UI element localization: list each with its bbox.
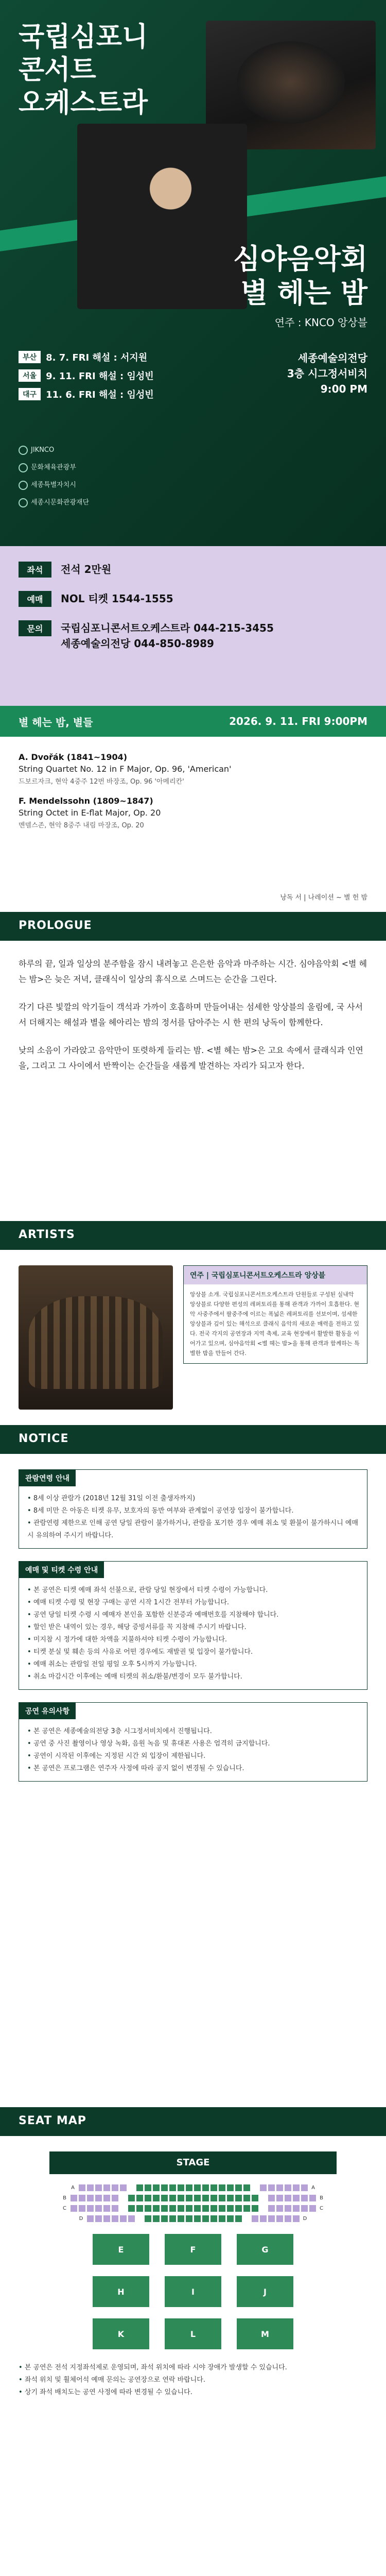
seat[interactable] bbox=[95, 2184, 102, 2191]
info-value: NOL 티켓 1544-1555 bbox=[61, 592, 173, 605]
seat-gap bbox=[260, 2195, 267, 2201]
seat[interactable] bbox=[112, 2184, 118, 2191]
seat[interactable] bbox=[243, 2184, 250, 2191]
seat[interactable] bbox=[301, 2205, 308, 2212]
notice-item: • 할인 받은 내역이 있는 경우, 해당 증빙서류를 꼭 지참해 주시기 바랍니다. bbox=[27, 1621, 359, 1634]
seat[interactable] bbox=[169, 2215, 176, 2222]
notice-box-title: 예매 및 티켓 수령 안내 bbox=[19, 1562, 104, 1578]
notice-item: • 취소 마감시간 이후에는 예매 티켓의 취소/환불/변경이 모두 불가합니다. bbox=[27, 1671, 359, 1683]
sponsor-logo bbox=[19, 496, 89, 510]
seat[interactable] bbox=[285, 2205, 291, 2212]
seat[interactable] bbox=[178, 2215, 184, 2222]
piece-title-kr: 드보르자크, 현악 4중주 12번 바장조, Op. 96 '아메리칸' bbox=[19, 778, 184, 786]
info-row-seat bbox=[19, 562, 367, 578]
seat[interactable] bbox=[293, 2184, 300, 2191]
seat[interactable] bbox=[79, 2205, 85, 2212]
seat[interactable] bbox=[202, 2195, 209, 2201]
seat[interactable] bbox=[227, 2215, 234, 2222]
info-row-contact bbox=[19, 620, 367, 651]
seat[interactable] bbox=[71, 2205, 77, 2212]
section-header-artists: ARTISTS bbox=[0, 1221, 386, 1250]
hero-performer: 연주 : KNCO 앙상블 bbox=[274, 316, 367, 329]
seat[interactable] bbox=[87, 2205, 94, 2212]
hero-subtitle-line: 심야음악회 bbox=[233, 243, 367, 275]
seat[interactable] bbox=[293, 2215, 300, 2222]
city-tag: 서울 bbox=[19, 369, 41, 382]
seat-row bbox=[19, 2184, 367, 2192]
seat[interactable] bbox=[153, 2184, 160, 2191]
seat-gap bbox=[128, 2184, 135, 2191]
seat-row-label: D bbox=[303, 2216, 307, 2222]
notice-list bbox=[19, 1578, 367, 1689]
hero-banner bbox=[0, 0, 386, 546]
seat[interactable] bbox=[301, 2195, 308, 2201]
stage: STAGE bbox=[49, 2151, 337, 2174]
seat[interactable] bbox=[145, 2184, 151, 2191]
hero-photo-conductor bbox=[77, 124, 247, 309]
notice-item: • 공연 중 사진 촬영이나 영상 녹화, 음원 녹음 및 휴대폰 사용은 엄격히 금지합니다. bbox=[27, 1738, 359, 1750]
seat[interactable] bbox=[145, 2215, 151, 2222]
hero-title-line: 국립심포니 bbox=[19, 22, 148, 53]
seat[interactable] bbox=[285, 2184, 291, 2191]
seat[interactable] bbox=[243, 2195, 250, 2201]
contact-line: 국립심포니콘서트오케스트라 044-215-3455 bbox=[61, 622, 274, 634]
seat[interactable] bbox=[161, 2205, 168, 2212]
seat[interactable] bbox=[202, 2205, 209, 2212]
sponsor-name: JIKNCO bbox=[31, 446, 55, 454]
hero-dates bbox=[19, 350, 154, 406]
notice-item: • 본 공연은 프로그램은 연주자 사정에 따라 공지 없이 변경될 수 있습니다. bbox=[27, 1762, 359, 1775]
info-label: 좌석 bbox=[19, 562, 51, 578]
prologue-text bbox=[0, 941, 386, 1101]
notice-list bbox=[19, 1486, 367, 1548]
section-header-notice: NOTICE bbox=[0, 1425, 386, 1454]
notice-list bbox=[19, 1719, 367, 1781]
seat-gap bbox=[120, 2195, 127, 2201]
artist-card bbox=[183, 1265, 367, 1364]
seat[interactable] bbox=[309, 2195, 316, 2201]
seat[interactable] bbox=[169, 2184, 176, 2191]
seat-note: • 좌석 위치 및 휠체어석 예매 문의는 공연장으로 연락 바랍니다. bbox=[19, 2374, 367, 2386]
notice-item: • 관람연령 제한으로 인해 공연 당일 관람이 불가하거나, 관람을 포기한 경우 예매 취소 및 환불이 불가하시니 예매 시 유의하여 주시기 바랍니다. bbox=[27, 1517, 359, 1542]
notice-item: • 본 공연은 티켓 예매 좌석 선불으로, 관람 당일 현장에서 티켓 수령이 가능합니다. bbox=[27, 1584, 359, 1597]
seat[interactable] bbox=[178, 2184, 184, 2191]
seat-note: • 상기 좌석 배치도는 공연 사정에 따라 변경될 수 있습니다. bbox=[19, 2386, 367, 2399]
seat-block[interactable]: J bbox=[237, 2276, 293, 2307]
seat[interactable] bbox=[103, 2184, 110, 2191]
seat[interactable] bbox=[252, 2215, 258, 2222]
seat[interactable] bbox=[186, 2184, 192, 2191]
seat[interactable] bbox=[260, 2215, 267, 2222]
seat[interactable] bbox=[210, 2215, 217, 2222]
seat[interactable] bbox=[128, 2215, 135, 2222]
seat[interactable] bbox=[161, 2195, 168, 2201]
prologue-paragraph: 각기 다른 빛깔의 악기들이 객석과 가까이 호흡하며 만들어내는 섬세한 앙상블의 울림에, 국 사서서 더해지는 해설과 별을 헤아리는 밤의 정서를 담아주는 시 한 편의 낭독이 함께한다. bbox=[19, 1002, 363, 1027]
notice-box-age bbox=[19, 1469, 367, 1549]
seat-gap bbox=[120, 2205, 127, 2212]
seat-block[interactable]: F bbox=[165, 2234, 221, 2265]
seat-rows bbox=[19, 2184, 367, 2223]
ensemble-photo bbox=[19, 1265, 173, 1410]
seat[interactable] bbox=[145, 2195, 151, 2201]
seat[interactable] bbox=[202, 2184, 209, 2191]
seat[interactable] bbox=[120, 2215, 127, 2222]
seat[interactable] bbox=[169, 2195, 176, 2201]
seat[interactable] bbox=[268, 2195, 275, 2201]
piece-title-kr: 멘델스존, 현악 8중주 내림 마장조, Op. 20 bbox=[19, 822, 144, 829]
seat[interactable] bbox=[71, 2195, 77, 2201]
info-label: 문의 bbox=[19, 620, 51, 636]
seat-blocks-row-2 bbox=[19, 2276, 367, 2307]
seat[interactable] bbox=[276, 2205, 283, 2212]
program-piece bbox=[19, 752, 367, 786]
seat-gap bbox=[252, 2184, 258, 2191]
artist-card-body: 앙상블 소개. 국립심포니콘서트오케스트라 단원들로 구성된 실내악 앙상블로 다양한 편성의 레퍼토리를 통해 관객과 가까이 호흡한다. 현악 사중주에서 팔중주에 이르는 폭넓은 레퍼토리를 선보이며, 섬세한 앙상블과 깊이 있는 해석으로 클래식 음악의 새로운 매력을 전하고 있다. 전국 각지의 공연장과 지역 축제, 교육 현장에서 활발한 활동을 이어가고 있으며, 심야음악회 <별 헤는 밤>을 통해 관객과 함께하는 특별한 밤을 만들어 간다. bbox=[190, 1291, 360, 1357]
seat[interactable] bbox=[235, 2205, 242, 2212]
section-header-prologue: PROLOGUE bbox=[0, 912, 386, 941]
seat[interactable] bbox=[235, 2195, 242, 2201]
notice-item: • 본 공연은 세종예술의전당 3층 시그정서비치에서 진행됩니다. bbox=[27, 1725, 359, 1738]
seat[interactable] bbox=[194, 2184, 201, 2191]
seat[interactable] bbox=[103, 2205, 110, 2212]
seat[interactable] bbox=[252, 2205, 258, 2212]
sponsor-logo bbox=[19, 443, 54, 457]
seat[interactable] bbox=[120, 2184, 127, 2191]
seat[interactable] bbox=[136, 2184, 143, 2191]
seat[interactable] bbox=[178, 2205, 184, 2212]
seat[interactable] bbox=[227, 2205, 234, 2212]
program-piece bbox=[19, 796, 367, 829]
program-footnote: 낭독 서 | 나레이션 ~ 별 헌 밤 bbox=[280, 894, 367, 902]
section-header-seatmap: SEAT MAP bbox=[0, 2107, 386, 2136]
ticket-info bbox=[0, 546, 386, 706]
notice-item: • 공연 당일 티켓 수령 시 예매자 본인을 포함한 신분증과 예매번호를 지참해야 합니다. bbox=[27, 1609, 359, 1621]
seat[interactable] bbox=[87, 2195, 94, 2201]
seat-row-label: C bbox=[320, 2206, 323, 2211]
seat[interactable] bbox=[210, 2205, 217, 2212]
seat-blocks-row-1 bbox=[19, 2234, 367, 2265]
seat-gap bbox=[260, 2205, 267, 2212]
piece-title: String Quartet No. 12 in F Major, Op. 96, 'American' bbox=[19, 764, 232, 774]
seat-row-label: B bbox=[63, 2195, 66, 2201]
notice-item: • 티켓 분실 및 훼손 등의 사유로 어떤 경우에도 재발권 및 입장이 불가합니다. bbox=[27, 1646, 359, 1658]
sponsor-name: 세종시문화관광재단 bbox=[31, 499, 90, 506]
piece-title: String Octet in E-flat Major, Op. 20 bbox=[19, 808, 161, 818]
seat[interactable] bbox=[276, 2215, 283, 2222]
seat[interactable] bbox=[235, 2184, 242, 2191]
seat-block[interactable]: K bbox=[93, 2318, 149, 2349]
seat[interactable] bbox=[268, 2205, 275, 2212]
date-row bbox=[19, 387, 154, 401]
date-row bbox=[19, 369, 154, 382]
seat[interactable] bbox=[112, 2215, 118, 2222]
artists-section bbox=[0, 1250, 386, 1425]
composer: F. Mendelssohn (1809~1847) bbox=[19, 796, 153, 806]
seat[interactable] bbox=[128, 2205, 135, 2212]
seat[interactable] bbox=[293, 2205, 300, 2212]
seat[interactable] bbox=[103, 2195, 110, 2201]
seat[interactable] bbox=[79, 2195, 85, 2201]
knco-logo-icon bbox=[19, 446, 28, 455]
seat[interactable] bbox=[153, 2215, 160, 2222]
seat-row bbox=[19, 2215, 367, 2223]
seat[interactable] bbox=[285, 2215, 291, 2222]
seat[interactable] bbox=[95, 2205, 102, 2212]
notice-item: • 예매 티켓 수령 및 현장 구매는 공연 시작 1시간 전부터 가능합니다. bbox=[27, 1597, 359, 1609]
hero-title bbox=[19, 21, 148, 120]
city-tag: 부산 bbox=[19, 351, 41, 363]
program-bar-date: 2026. 9. 11. FRI 9:00PM bbox=[229, 715, 367, 727]
notice-box-title: 공연 유의사항 bbox=[19, 1703, 76, 1719]
seat-blocks-row-3 bbox=[19, 2318, 367, 2349]
seat[interactable] bbox=[112, 2205, 118, 2212]
seat[interactable] bbox=[186, 2215, 192, 2222]
seat-row-label: B bbox=[320, 2195, 323, 2201]
seat[interactable] bbox=[268, 2184, 275, 2191]
venue-line: 세종예술의전당 bbox=[297, 352, 367, 364]
sponsor-name: 세종특별자치시 bbox=[31, 481, 76, 489]
seat[interactable] bbox=[186, 2205, 192, 2212]
notice-section bbox=[0, 1454, 386, 1809]
seat[interactable] bbox=[301, 2184, 308, 2191]
notice-item: • 8세 미만 은 아동은 티켓 유무, 보호자의 동반 여부와 관계없이 공연장 입장이 불가합니다. bbox=[27, 1505, 359, 1517]
seat[interactable] bbox=[219, 2195, 225, 2201]
seat[interactable] bbox=[87, 2215, 94, 2222]
city-tag: 대구 bbox=[19, 388, 41, 400]
notice-box-title: 관람연령 안내 bbox=[19, 1470, 76, 1486]
seat[interactable] bbox=[153, 2205, 160, 2212]
ministry-logo-icon bbox=[19, 463, 28, 472]
info-value: 전석 2만원 bbox=[61, 563, 112, 575]
prologue-paragraph: 하루의 끝, 일과 일상의 분주함을 잠시 내려놓고 은은한 음악과 마주하는 시간. 심야음악회 <별 헤는 밤>은 늦은 저녁, 클래식이 일상의 휴식으로 스며드는 순간을 그린다. bbox=[19, 959, 367, 984]
date-row bbox=[19, 350, 154, 364]
seat-row-label: D bbox=[79, 2216, 83, 2222]
notice-item: • 8세 이상 관람가 (2018년 12월 31일 이전 출생자까지) bbox=[27, 1493, 359, 1505]
seat[interactable] bbox=[103, 2215, 110, 2222]
seat[interactable] bbox=[79, 2184, 85, 2191]
hero-subtitle-line: 별 헤는 밤 bbox=[240, 277, 367, 309]
seat[interactable] bbox=[219, 2215, 225, 2222]
sponsor-logo bbox=[19, 461, 76, 475]
hero-sponsors bbox=[19, 443, 89, 513]
contact-line: 세종예술의전당 044-850-8989 bbox=[61, 637, 214, 650]
seat-block[interactable]: L bbox=[165, 2318, 221, 2349]
artist-card-title: 연주 | 국립심포니콘서트오케스트라 앙상블 bbox=[184, 1266, 367, 1284]
seat[interactable] bbox=[202, 2215, 209, 2222]
seat[interactable] bbox=[252, 2195, 258, 2201]
seat[interactable] bbox=[95, 2215, 102, 2222]
seat-row bbox=[19, 2205, 367, 2212]
seat[interactable] bbox=[169, 2205, 176, 2212]
seat-block[interactable]: H bbox=[93, 2276, 149, 2307]
seat-row bbox=[19, 2195, 367, 2202]
seat-note: • 본 공연은 전석 지정좌석제로 운영되며, 좌석 위치에 따라 시야 장애가 발생할 수 있습니다. bbox=[19, 2362, 367, 2374]
seat[interactable] bbox=[161, 2215, 168, 2222]
notice-item: • 예매 취소는 관람일 전일 평일 오후 5시까지 가능합니다. bbox=[27, 1658, 359, 1671]
seat[interactable] bbox=[128, 2195, 135, 2201]
hero-venue bbox=[287, 350, 367, 397]
date-text: 8. 7. FRI 해설 : 서지원 bbox=[46, 352, 148, 363]
seat[interactable] bbox=[293, 2195, 300, 2201]
notice-item: • 공연이 시작된 이후에는 지정된 시간 외 입장이 제한됩니다. bbox=[27, 1750, 359, 1762]
seat-block[interactable]: M bbox=[237, 2318, 293, 2349]
venue-line: 3층 시그정서비치 bbox=[287, 367, 367, 380]
seat-row-label: A bbox=[311, 2185, 315, 2191]
seat[interactable] bbox=[178, 2195, 184, 2201]
seat-gap bbox=[243, 2215, 250, 2222]
program-bar bbox=[0, 706, 386, 737]
info-label: 예매 bbox=[19, 591, 51, 607]
seat[interactable] bbox=[136, 2195, 143, 2201]
seat-row-label: C bbox=[63, 2206, 66, 2211]
notice-box-ticket bbox=[19, 1561, 367, 1690]
seat[interactable] bbox=[219, 2205, 225, 2212]
seat-map bbox=[0, 2136, 386, 2414]
seat-block[interactable]: I bbox=[165, 2276, 221, 2307]
sejong-city-logo-icon bbox=[19, 481, 28, 490]
seat[interactable] bbox=[194, 2215, 201, 2222]
seat[interactable] bbox=[112, 2195, 118, 2201]
seat[interactable] bbox=[243, 2205, 250, 2212]
seat[interactable] bbox=[227, 2184, 234, 2191]
seat[interactable] bbox=[268, 2215, 275, 2222]
prologue-paragraph: 낮의 소음이 가라앉고 음악만이 또렷하게 들리는 밤. <별 헤는 밤>은 고요 속에서 클래식과 인연을, 그리고 그 사이에서 반짝이는 순간들을 새롭게 발견하는 자리가 되고자 한다. bbox=[19, 1045, 363, 1071]
sejong-foundation-logo-icon bbox=[19, 498, 28, 507]
seat[interactable] bbox=[219, 2184, 225, 2191]
seat[interactable] bbox=[210, 2195, 217, 2201]
seat[interactable] bbox=[194, 2205, 201, 2212]
seat[interactable] bbox=[87, 2184, 94, 2191]
seat[interactable] bbox=[194, 2195, 201, 2201]
program-bar-title: 별 헤는 밤, 별들 bbox=[19, 716, 93, 728]
seat[interactable] bbox=[260, 2184, 267, 2191]
seat-block[interactable]: G bbox=[237, 2234, 293, 2265]
composer: A. Dvořák (1841~1904) bbox=[19, 752, 128, 762]
date-text: 11. 6. FRI 해설 : 임성빈 bbox=[46, 389, 154, 400]
date-text: 9. 11. FRI 해설 : 임성빈 bbox=[46, 371, 154, 382]
notice-box-caution bbox=[19, 1702, 367, 1782]
seat[interactable] bbox=[153, 2195, 160, 2201]
seat[interactable] bbox=[161, 2184, 168, 2191]
seat[interactable] bbox=[276, 2184, 283, 2191]
seat[interactable] bbox=[136, 2205, 143, 2212]
venue-line: 9:00 PM bbox=[320, 383, 367, 395]
seat-notes bbox=[19, 2362, 367, 2399]
seat[interactable] bbox=[95, 2195, 102, 2201]
hero-title-line: 오케스트라 bbox=[19, 88, 148, 118]
seat[interactable] bbox=[309, 2205, 316, 2212]
seat-block[interactable]: E bbox=[93, 2234, 149, 2265]
info-row-ticket bbox=[19, 591, 367, 607]
hero-title-line: 콘서트 bbox=[19, 55, 96, 86]
seat-gap bbox=[136, 2215, 143, 2222]
seat[interactable] bbox=[227, 2195, 234, 2201]
sponsor-name: 문화체육관광부 bbox=[31, 464, 76, 471]
sponsor-logo bbox=[19, 478, 76, 493]
seat[interactable] bbox=[210, 2184, 217, 2191]
seat[interactable] bbox=[276, 2195, 283, 2201]
seat[interactable] bbox=[186, 2195, 192, 2201]
seat[interactable] bbox=[285, 2195, 291, 2201]
notice-item: • 미지참 시 정가에 대한 차액을 지불하셔야 티켓 수령이 가능합니다. bbox=[27, 1634, 359, 1646]
seat[interactable] bbox=[235, 2215, 242, 2222]
program-list bbox=[0, 737, 386, 912]
info-value bbox=[61, 620, 274, 651]
seat[interactable] bbox=[145, 2205, 151, 2212]
seat-row-label: A bbox=[71, 2185, 75, 2191]
hero-subtitle bbox=[233, 242, 367, 310]
